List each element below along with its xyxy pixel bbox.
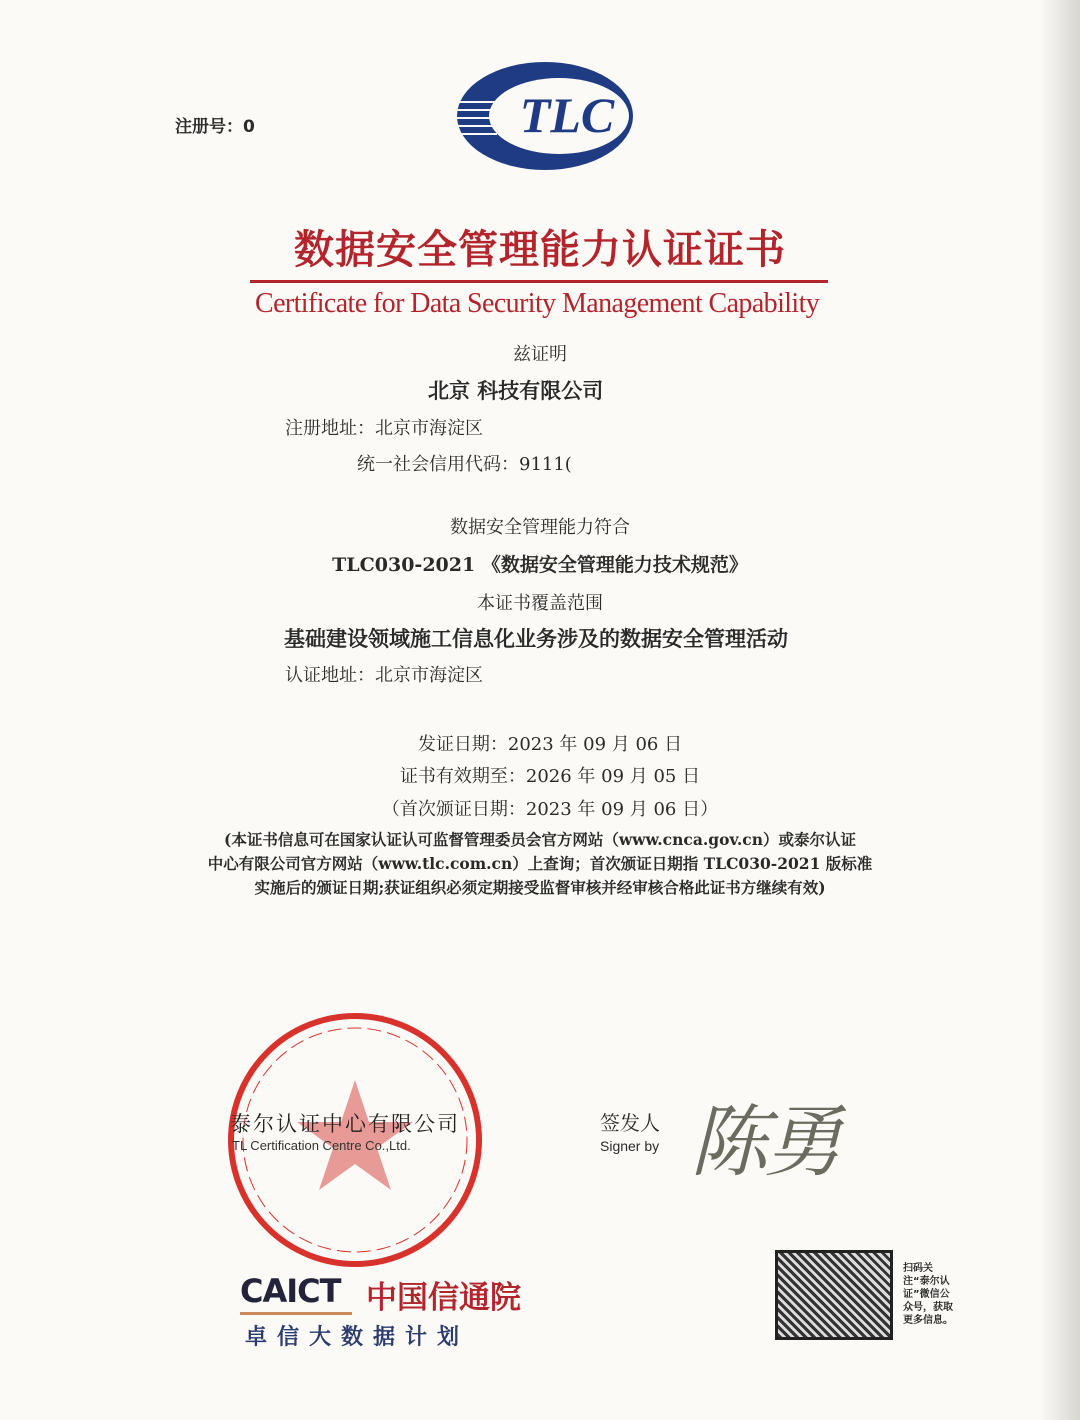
valid-until: 证书有效期至：2026 年 09 月 05 日 (399, 766, 701, 787)
scope: 基础建设领域施工信息化业务涉及的数据安全管理活动 (284, 627, 788, 651)
qr-caption: 扫码关注“泰尔认证”微信公众号，获取更多信息。 (903, 1263, 953, 1326)
program-name (245, 1320, 469, 1351)
scan-edge-shadow (1040, 0, 1080, 1420)
issue-date: 发证日期：2023 年 09 月 06 日 (417, 734, 683, 755)
qr-code[interactable] (775, 1250, 893, 1340)
signer-label-en: Signer by (600, 1138, 660, 1154)
caict-name: 中国信通院 (366, 1280, 521, 1316)
issuer-name-en: TL Certification Centre Co.,Ltd. (232, 1138, 411, 1153)
first-issue-date: （首次颁证日期：2023 年 09 月 06 日） (381, 799, 719, 820)
tlc-logo (455, 60, 635, 172)
notice-line: (本证书信息可在国家认证认可监督管理委员会官方网站（www.cnca.gov.cn）或泰尔认证 (223, 830, 856, 849)
signature: 陈勇 (690, 1098, 839, 1188)
caict-logo: CAICT (240, 1272, 341, 1310)
registered-address: 注册地址：北京市海淀区 (285, 418, 483, 439)
certify-text: 兹证明 (513, 344, 567, 365)
program-text: 卓信大数据计划 (245, 1325, 470, 1350)
registration-number: 注册号：0 (175, 117, 255, 137)
credit-code: 统一社会信用代码：9111( (357, 454, 572, 475)
caict-underline (240, 1312, 352, 1315)
logo-text: TLC (519, 87, 615, 143)
notice-line: 中心有限公司官方网站（www.tlc.com.cn）上查询；首次颁证日期指 TLC030-2021 版标准 (207, 854, 873, 873)
issuer-name: 泰尔认证中心有限公司 (230, 1112, 460, 1136)
certificate-title-en: Certificate for Data Security Management Capability (255, 288, 820, 319)
signer-label: 签发人 (600, 1111, 660, 1135)
conforms-text: 数据安全管理能力符合 (450, 517, 630, 538)
title-rule (250, 280, 828, 283)
standard: TLC030-2021 《数据安全管理能力技术规范》 (332, 554, 748, 576)
certification-address: 认证地址：北京市海淀区 (285, 665, 483, 686)
certificate-title: 数据安全管理能力认证证书 (294, 227, 786, 273)
scope-label: 本证书覆盖范围 (477, 593, 603, 614)
notice-line: 实施后的颁证日期;获证组织必须定期接受监督审核并经审核合格此证书方继续有效) (254, 878, 826, 897)
company-name: 北京 科技有限公司 (428, 379, 604, 403)
